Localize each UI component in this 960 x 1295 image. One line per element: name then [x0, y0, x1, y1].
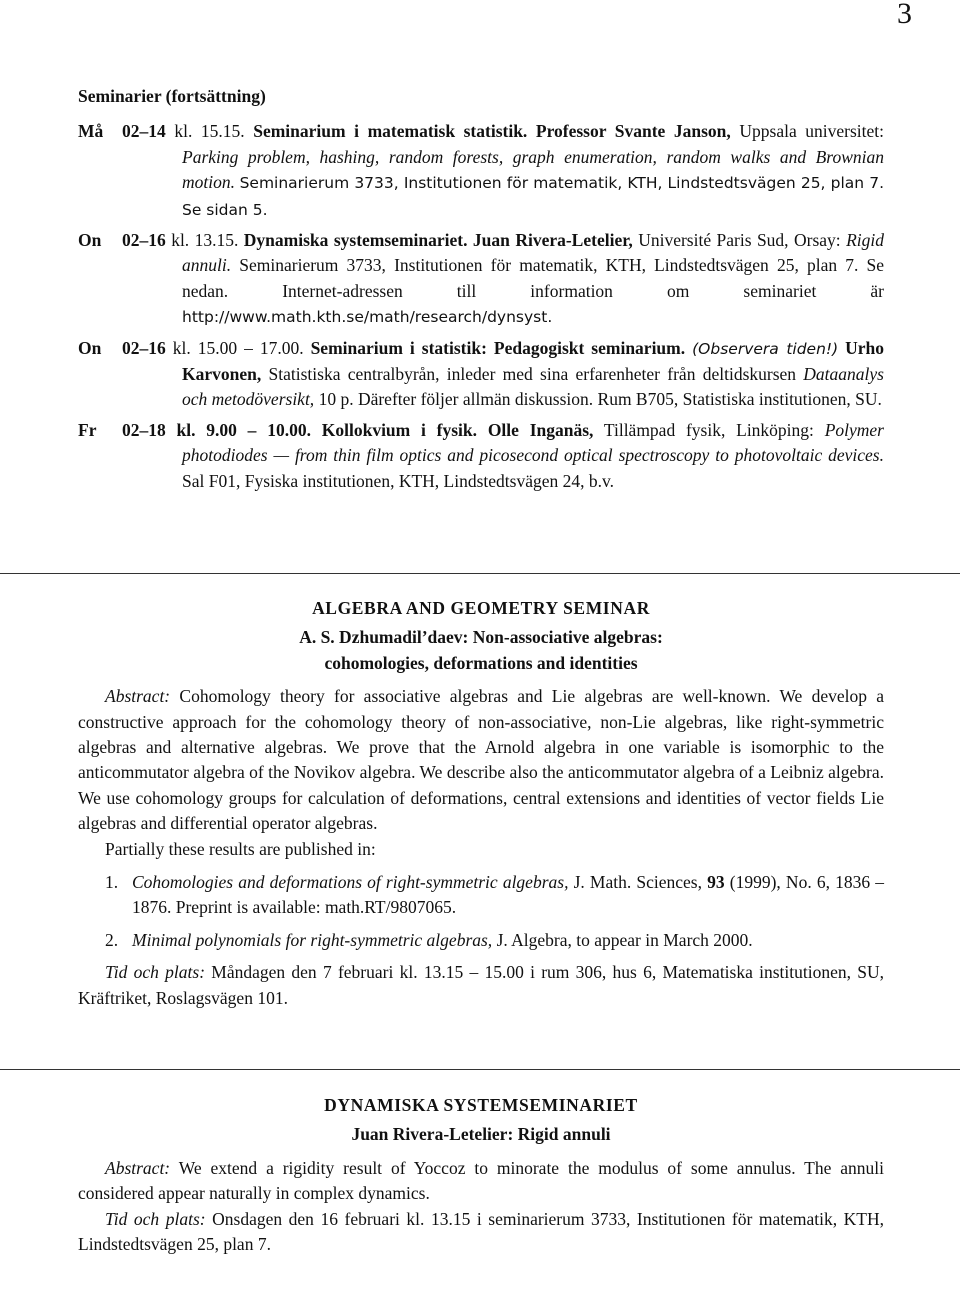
abstract-label: Abstract:	[105, 1157, 171, 1178]
entry-text: Statistiska centralbyrån, inleder med sina erfarenheter från deltidskursen	[268, 364, 797, 385]
entry-text: 10 p. Därefter följer allmän diskussion. Rum B705, Statistiska institutionen, SU.	[318, 389, 882, 410]
entry-title: Dataanalys och metodöversikt,	[182, 364, 884, 410]
place-label: Tid och plats:	[105, 962, 206, 983]
entry-title: Polymer photodiodes — from thin film optics and picosecond optical spectroscopy to photovoltaic devices.	[182, 419, 884, 466]
reference-rest: (1999), No. 6, 1836 – 1876. Preprint is available: math.RT/9807065.	[132, 872, 884, 918]
seminar-title: ALGEBRA AND GEOMETRY SEMINAR	[312, 598, 650, 618]
talk-title	[78, 625, 884, 676]
section-divider	[0, 1069, 960, 1070]
seminar-listing	[78, 84, 884, 499]
reference-item	[78, 928, 884, 953]
reference-title: Cohomologies and deformations of right-symmetric algebras,	[132, 872, 569, 893]
abstract-text: We extend a rigidity result of Yoccoz to minorate the modulus of some annulus. The annuli considered appear naturally in complex dynamics.	[78, 1157, 884, 1204]
reference-volume: 93	[707, 872, 725, 893]
seminar-entry	[78, 418, 884, 494]
entry-person: Urho Karvonen,	[182, 337, 885, 385]
time-and-place	[78, 960, 884, 1011]
talk-title-line: A. S. Dzhumadil’daev: Non-associative algebras:	[299, 627, 663, 648]
entry-day: Må	[78, 121, 104, 142]
entry-day: On	[78, 337, 102, 358]
page-number: 3	[897, 0, 912, 30]
entry-affiliation: Uppsala universitet:	[739, 121, 885, 142]
abstract-text: Cohomology theory for associative algebras and Lie algebras are well-known. We develop a constructive approach for the cohomology theory of non-associative, non-Lie algebras, like right-symmetric algebras and alternative algebras. We prove that the Arnold algebra in one variable is isomorphic to the anticommutator algebra of the Novikov algebra. We describe also the anticommutator algebra of a Leibniz algebra. We use cohomology groups for calculation of deformations, central extensions and identities of vector fields Lie algebras and differential operator algebras.	[78, 686, 885, 834]
seminar-url-link[interactable]: http://www.math.kth.se/math/research/dynsyst.	[182, 308, 553, 327]
reference-number: 2.	[105, 929, 119, 950]
publication-intro: Partially these results are published in:	[105, 838, 376, 859]
entry-day: Fr	[78, 419, 97, 440]
seminar-entry	[78, 336, 884, 413]
entry-location: Seminarierum 3733, Institutionen för matematik, KTH, Lindstedtsvägen 25, plan 7. Se nedan. Internet-adressen till information om seminariet är	[182, 255, 885, 301]
dynamics-seminar	[78, 1093, 884, 1257]
place-label: Tid och plats:	[105, 1208, 206, 1229]
entry-date: 02–16	[122, 230, 166, 251]
entry-day: On	[78, 230, 102, 251]
reference-journal: J. Math. Sciences,	[573, 872, 702, 893]
seminar-entry	[78, 228, 884, 331]
entry-location: Sal F01, Fysiska institutionen, KTH, Lindstedtsvägen 24, b.v.	[182, 470, 614, 491]
entry-time: kl. 15.15.	[174, 121, 245, 142]
section-divider	[0, 573, 960, 574]
entry-title: Parking problem, hashing, random forests, graph enumeration, random walks and Brownian motion.	[182, 146, 884, 193]
entry-event: Dynamiska systemseminariet.	[243, 230, 468, 251]
entry-note: (Observera tiden!)	[692, 339, 839, 358]
entry-affiliation: Université Paris Sud, Orsay:	[638, 230, 841, 251]
entry-date: 02–14	[122, 121, 166, 142]
reference-item	[78, 870, 884, 921]
place-text: Måndagen den 7 februari kl. 13.15 – 15.00 i rum 306, hus 6, Matematiska institutionen, SU, Kräftriket, Roslagsvägen 101.	[78, 962, 885, 1008]
algebra-seminar	[78, 596, 884, 1011]
entry-affiliation: Tillämpad fysik, Linköping:	[603, 419, 814, 440]
entry-time: kl. 15.00 – 17.00.	[172, 337, 304, 358]
time-and-place	[78, 1207, 884, 1258]
seminar-entry	[78, 119, 884, 223]
section-heading: Seminarier (fortsättning)	[78, 86, 266, 106]
entry-time: kl. 13.15.	[171, 230, 239, 251]
reference-journal: J. Algebra, to appear in March 2000.	[496, 929, 753, 950]
talk-title: Juan Rivera-Letelier: Rigid annuli	[351, 1124, 611, 1145]
entry-person: Professor Svante Janson,	[535, 121, 731, 142]
entry-event: Seminarium i matematisk statistik.	[253, 121, 528, 142]
seminar-title: DYNAMISKA SYSTEMSEMINARIET	[324, 1095, 638, 1115]
entry-person: Juan Rivera-Letelier,	[472, 230, 633, 251]
entry-person: Olle Inganäs,	[487, 419, 594, 440]
entry-location: Seminarierum 3733, Institutionen för matematik, KTH, Lindstedtsvägen 25, plan 7. Se sidan 5.	[182, 174, 884, 219]
reference-number: 1.	[105, 872, 119, 893]
reference-title: Minimal polynomials for right-symmetric algebras,	[132, 929, 493, 950]
talk-title-line: cohomologies, deformations and identities	[324, 652, 638, 673]
entry-time: kl. 9.00 – 10.00.	[176, 419, 311, 440]
entry-date: 02–18	[122, 419, 166, 440]
entry-date: 02–16	[122, 337, 166, 358]
abstract	[78, 684, 884, 836]
entry-title: Rigid annuli.	[182, 230, 885, 276]
abstract	[78, 1156, 884, 1207]
entry-event: Seminarium i statistik: Pedagogiskt seminarium.	[310, 337, 686, 358]
entry-event: Kollokvium i fysik.	[321, 419, 478, 440]
place-text: Onsdagen den 16 februari kl. 13.15 i seminarierum 3733, Institutionen för matematik, KTH, Lindstedtsvägen 25, plan 7.	[78, 1208, 884, 1255]
abstract-label: Abstract:	[105, 686, 171, 707]
reference-list	[78, 870, 884, 953]
